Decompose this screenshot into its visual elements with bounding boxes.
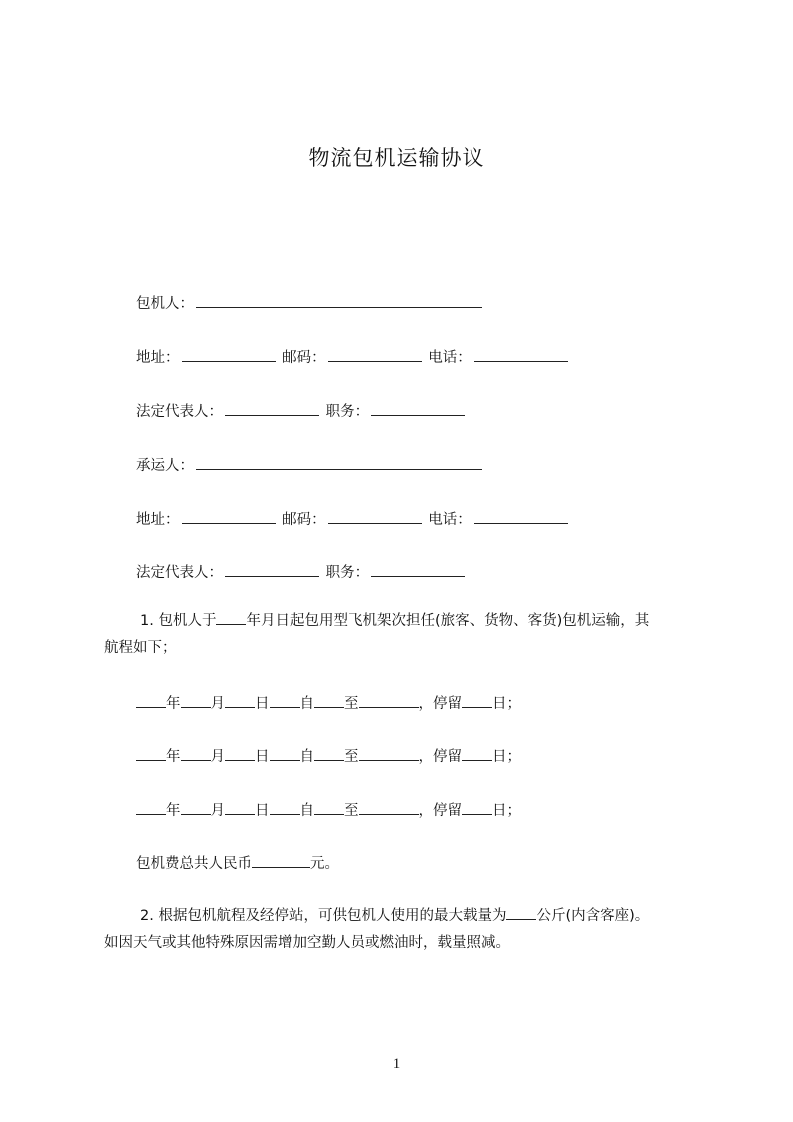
year-label: 年 bbox=[166, 696, 181, 712]
clause-2-line2: 如因天气或其他特殊原因需增加空勤人员或燃油时，载量照减。 bbox=[104, 935, 510, 951]
days-label: 日； bbox=[492, 749, 521, 765]
phone-blank[interactable] bbox=[474, 347, 568, 362]
from-date-blank[interactable] bbox=[270, 800, 300, 815]
itinerary-row bbox=[136, 799, 521, 820]
clause-2-prefix: 2. 根据包机航程及经停站，可供包机人使用的最大载量为 bbox=[140, 908, 507, 924]
month-label: 月 bbox=[210, 803, 225, 819]
from-label: 自 bbox=[299, 803, 314, 819]
address-label: 地址： bbox=[136, 350, 180, 366]
stay-label: ，停留 bbox=[418, 696, 462, 712]
year-blank[interactable] bbox=[136, 693, 166, 708]
stay-blank[interactable] bbox=[462, 746, 492, 761]
legal-rep-blank[interactable] bbox=[225, 401, 319, 416]
day-blank[interactable] bbox=[225, 693, 255, 708]
from-label: 自 bbox=[299, 696, 314, 712]
year-label: 年 bbox=[166, 749, 181, 765]
fee-blank[interactable] bbox=[252, 853, 310, 868]
charterer-blank[interactable] bbox=[196, 293, 482, 308]
month-label: 月 bbox=[210, 696, 225, 712]
stay-label: ，停留 bbox=[418, 749, 462, 765]
from-blank[interactable] bbox=[314, 746, 344, 761]
day-blank[interactable] bbox=[225, 746, 255, 761]
carrier-label: 承运人： bbox=[136, 458, 194, 474]
days-label: 日； bbox=[492, 696, 521, 712]
carrier-blank[interactable] bbox=[196, 455, 482, 470]
charterer-rep-row bbox=[136, 400, 467, 421]
legal-rep-label: 法定代表人： bbox=[136, 565, 223, 581]
days-label: 日； bbox=[492, 803, 521, 819]
to-label: 至 bbox=[344, 749, 359, 765]
phone-label: 电话： bbox=[428, 350, 472, 366]
stay-blank[interactable] bbox=[462, 800, 492, 815]
stay-blank[interactable] bbox=[462, 693, 492, 708]
postcode-blank[interactable] bbox=[328, 347, 422, 362]
to-label: 至 bbox=[344, 803, 359, 819]
clause-1-prefix: 1. 包机人于 bbox=[140, 613, 217, 629]
legal-rep-label: 法定代表人： bbox=[136, 404, 223, 420]
carrier-row bbox=[136, 454, 484, 475]
clause-1-text-b: 航程如下； bbox=[104, 640, 177, 656]
clause-2-suffix: 公斤(内含客座)。 bbox=[536, 908, 650, 924]
year-blank[interactable] bbox=[136, 800, 166, 815]
legal-rep-blank[interactable] bbox=[225, 562, 319, 577]
itinerary-row bbox=[136, 692, 521, 713]
postcode-label: 邮码： bbox=[282, 350, 326, 366]
from-label: 自 bbox=[299, 749, 314, 765]
position-blank[interactable] bbox=[371, 401, 465, 416]
month-label: 月 bbox=[210, 749, 225, 765]
itinerary-row bbox=[136, 745, 521, 766]
phone-label: 电话： bbox=[428, 512, 472, 528]
to-blank[interactable] bbox=[359, 693, 419, 708]
from-blank[interactable] bbox=[314, 693, 344, 708]
clause-2 bbox=[104, 903, 704, 957]
day-label: 日 bbox=[255, 749, 270, 765]
from-date-blank[interactable] bbox=[270, 693, 300, 708]
address-blank[interactable] bbox=[182, 347, 276, 362]
page-number: 1 bbox=[392, 1056, 401, 1072]
clause-2-blank[interactable] bbox=[506, 905, 536, 920]
day-label: 日 bbox=[255, 696, 270, 712]
month-blank[interactable] bbox=[181, 746, 211, 761]
address-label: 地址： bbox=[136, 512, 180, 528]
fee-prefix: 包机费总共人民币 bbox=[136, 856, 252, 872]
clause-1-text-a: 年月日起包用型飞机架次担任(旅客、货物、客货)包机运输，其 bbox=[246, 613, 650, 629]
phone-blank[interactable] bbox=[474, 509, 568, 524]
position-label: 职务： bbox=[325, 404, 370, 420]
postcode-blank[interactable] bbox=[328, 509, 422, 524]
clause-1 bbox=[104, 608, 704, 662]
year-label: 年 bbox=[166, 803, 181, 819]
position-label: 职务： bbox=[325, 565, 370, 581]
postcode-label: 邮码： bbox=[282, 512, 326, 528]
stay-label: ，停留 bbox=[418, 803, 462, 819]
fee-row bbox=[136, 852, 339, 873]
fee-suffix: 元。 bbox=[310, 856, 339, 872]
carrier-contact-row bbox=[136, 508, 570, 529]
charterer-contact-row bbox=[136, 346, 570, 367]
from-date-blank[interactable] bbox=[270, 746, 300, 761]
to-blank[interactable] bbox=[359, 746, 419, 761]
year-blank[interactable] bbox=[136, 746, 166, 761]
charterer-row bbox=[136, 292, 484, 313]
day-blank[interactable] bbox=[225, 800, 255, 815]
month-blank[interactable] bbox=[181, 800, 211, 815]
to-blank[interactable] bbox=[359, 800, 419, 815]
to-label: 至 bbox=[344, 696, 359, 712]
charterer-label: 包机人： bbox=[136, 296, 194, 312]
position-blank[interactable] bbox=[371, 562, 465, 577]
carrier-rep-row bbox=[136, 561, 467, 582]
day-label: 日 bbox=[255, 803, 270, 819]
address-blank[interactable] bbox=[182, 509, 276, 524]
month-blank[interactable] bbox=[181, 693, 211, 708]
clause-1-blank[interactable] bbox=[216, 610, 246, 625]
from-blank[interactable] bbox=[314, 800, 344, 815]
document-title: 物流包机运输协议 bbox=[308, 146, 485, 170]
